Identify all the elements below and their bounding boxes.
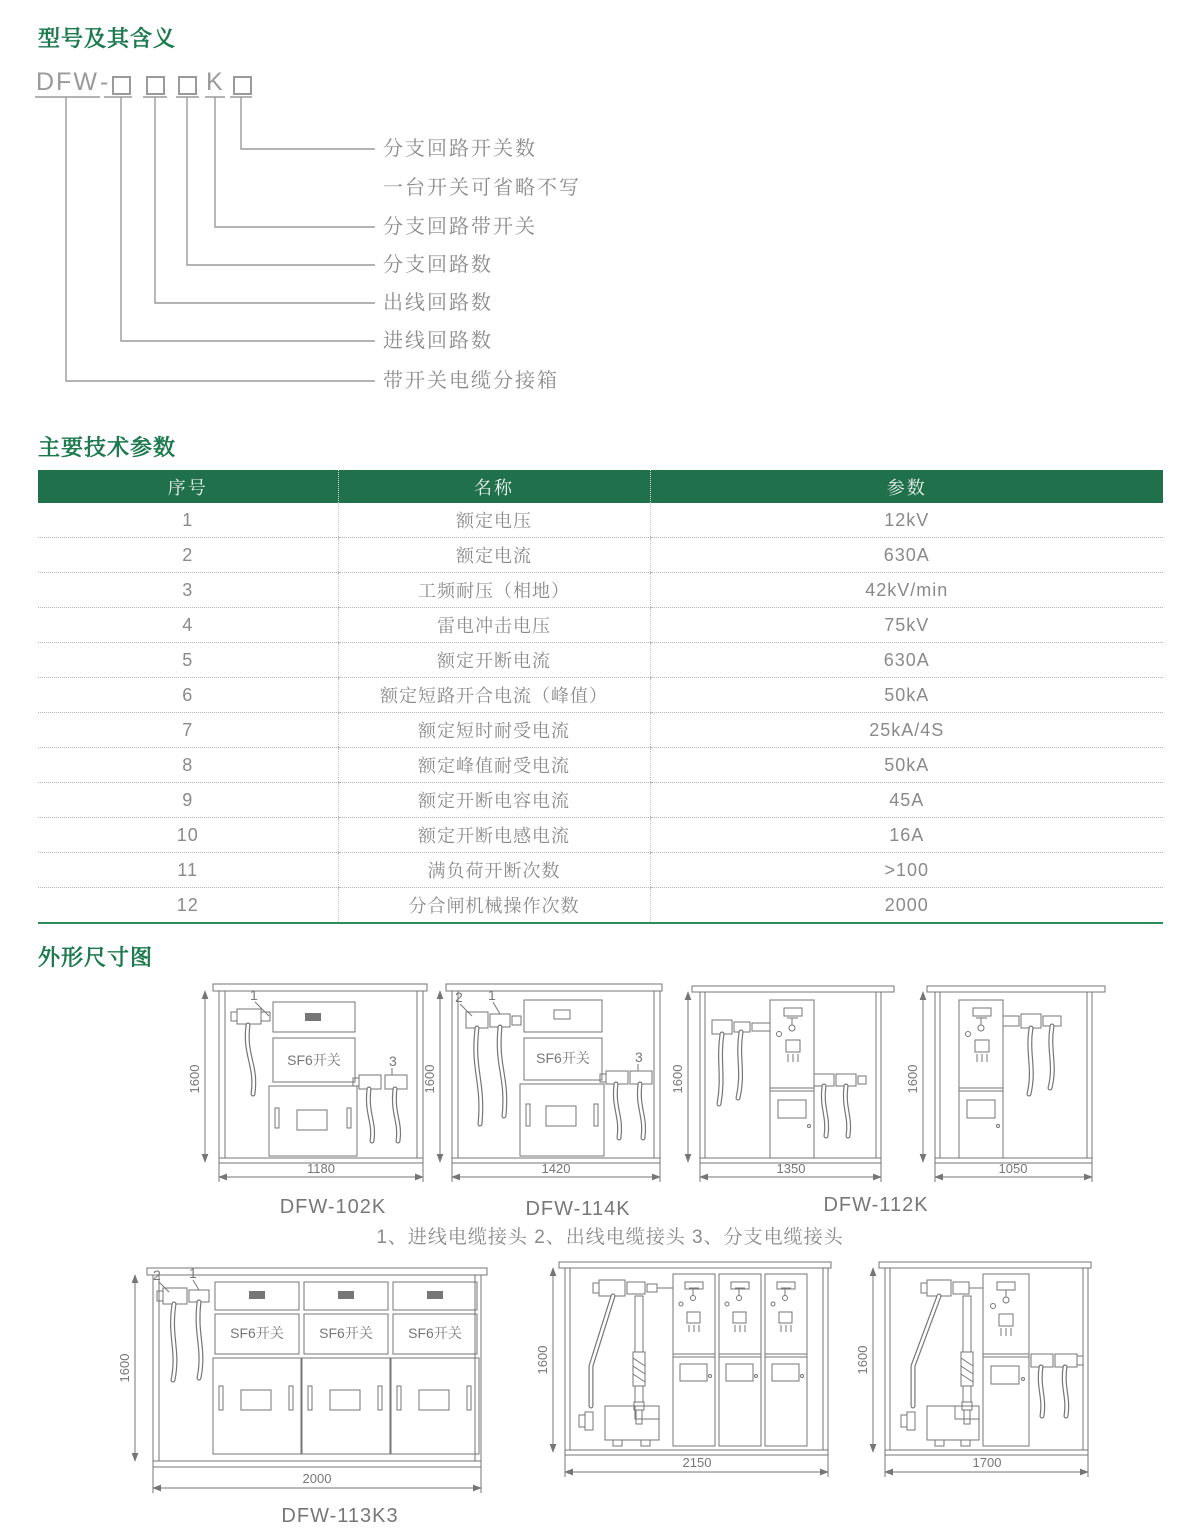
- callout-3: 3: [389, 1053, 397, 1069]
- cell-index: 8: [38, 748, 338, 783]
- table-row: [38, 678, 1163, 713]
- table-row: [38, 818, 1163, 853]
- table-row: [38, 538, 1163, 573]
- height-dim-text: 1600: [535, 1345, 550, 1375]
- model-label-incoming-count: 进线回路数: [383, 330, 493, 352]
- sf6-label: SF6开关: [319, 1325, 373, 1341]
- width-dim-text: 2000: [302, 1471, 332, 1486]
- width-dim-text: 1700: [972, 1455, 1002, 1470]
- model-label-branch-count: 分支回路数: [383, 254, 493, 276]
- dims-section-title: 外形尺寸图: [38, 945, 154, 970]
- sf6-label: SF6开关: [230, 1325, 284, 1341]
- table-row: [38, 888, 1163, 924]
- cell-name: 雷电冲击电压: [338, 608, 650, 643]
- width-dim-text: 1420: [541, 1161, 571, 1176]
- table-row: [38, 853, 1163, 888]
- height-dim-text: 1600: [117, 1353, 132, 1383]
- model-code-k: K: [206, 68, 225, 96]
- cell-value: 630A: [650, 538, 1163, 573]
- switch-column: [983, 1274, 1029, 1446]
- cell-index: 4: [38, 608, 338, 643]
- callout-1: 1: [488, 987, 496, 1003]
- cell-value: 25kA/4S: [650, 713, 1163, 748]
- cell-name: 工频耐压（相地）: [338, 573, 650, 608]
- drawing-1050-variant: [905, 976, 1113, 1194]
- switch-columns: [673, 1274, 807, 1446]
- callout-2: 2: [455, 989, 463, 1005]
- drawing-label-dfw-112k: DFW-112K: [823, 1194, 929, 1216]
- cell-name: 满负荷开断次数: [338, 853, 650, 888]
- cell-index: 1: [38, 503, 338, 538]
- cell-index: 6: [38, 678, 338, 713]
- cell-name: 额定峰值耐受电流: [338, 748, 650, 783]
- drawing-label-dfw-113k3: DFW-113K3: [281, 1505, 399, 1527]
- callout-1: 1: [189, 1265, 197, 1281]
- cell-name: 额定开断电感电流: [338, 818, 650, 853]
- width-dim-text: 1180: [307, 1161, 335, 1176]
- col-header-name: 名称: [338, 470, 650, 503]
- drawing-dfw-112k: [670, 976, 903, 1194]
- width-dim-text: 2150: [682, 1455, 712, 1470]
- table-row: [38, 713, 1163, 748]
- sf6-label: SF6开关: [536, 1050, 590, 1066]
- connector-legend-caption: 1、进线电缆接头 2、出线电缆接头 3、分支电缆接头: [376, 1227, 844, 1248]
- cell-value: >100: [650, 853, 1163, 888]
- table-row: [38, 503, 1163, 538]
- drawing-dfw-114k: [422, 976, 668, 1194]
- width-dim-text: 1050: [998, 1161, 1028, 1176]
- table-header-row: [38, 470, 1163, 503]
- model-label-box-name: 带开关电缆分接箱: [383, 370, 559, 392]
- cable-termination-assembly: [901, 1280, 983, 1446]
- cell-value: 630A: [650, 643, 1163, 678]
- cell-index: 12: [176, 894, 199, 915]
- cell-index: 3: [38, 573, 338, 608]
- table-row: [38, 783, 1163, 818]
- cell-index: 2: [38, 538, 338, 573]
- cell-index: 10: [38, 818, 338, 853]
- height-dim-text: 1600: [855, 1345, 870, 1375]
- table-row: [38, 573, 1163, 608]
- cell-name: 额定电流: [338, 538, 650, 573]
- callout-1: 1: [250, 987, 258, 1003]
- model-label-outgoing-count: 出线回路数: [383, 292, 493, 314]
- cell-name: 额定开断电流: [338, 643, 650, 678]
- height-dim-text: 1600: [905, 1064, 920, 1094]
- cell-value: 50kA: [650, 678, 1163, 713]
- params-section-title: 主要技术参数: [38, 435, 177, 460]
- height-dim-text: 1600: [422, 1064, 437, 1094]
- cell-value: 16A: [650, 818, 1163, 853]
- col-header-index: 序号: [38, 470, 338, 503]
- cable-termination-assembly: [579, 1280, 673, 1446]
- cell-value: 2000: [650, 888, 1163, 924]
- drawing-1700-variant: [855, 1254, 1103, 1504]
- cell-name: 额定短时耐受电流: [338, 713, 650, 748]
- cell-value: 45A: [650, 783, 1163, 818]
- model-leader-lines: [0, 0, 1200, 420]
- sf6-label: SF6开关: [287, 1052, 341, 1068]
- table-row: [38, 643, 1163, 678]
- callout-2: 2: [153, 1267, 161, 1283]
- cell-name: 分合闸机械操作次数: [338, 888, 650, 924]
- cell-value: 12kV: [650, 503, 1163, 538]
- cell-index: 7: [38, 713, 338, 748]
- cell-value: 75kV: [650, 608, 1163, 643]
- cell-name: 额定短路开合电流（峰值）: [338, 678, 650, 713]
- width-dim-text: 1350: [776, 1161, 806, 1176]
- height-dim-text: 1600: [670, 1064, 685, 1094]
- drawing-dfw-102k: [187, 976, 433, 1194]
- drawing-label-dfw-114k: DFW-114K: [525, 1198, 631, 1220]
- cell-index: 11: [38, 853, 338, 888]
- model-label-branch-switch-count: 分支回路开关数: [383, 138, 537, 160]
- model-section-title: 型号及其含义: [38, 26, 177, 51]
- drawing-label-dfw-102k: DFW-102K: [279, 1196, 387, 1218]
- model-label-single-switch-note: 一台开关可省略不写: [383, 177, 581, 199]
- sf6-label: SF6开关: [408, 1325, 462, 1341]
- cell-index: 5: [38, 643, 338, 678]
- model-code-prefix: DFW: [36, 68, 99, 96]
- model-code-dash: -: [100, 68, 111, 96]
- col-header-value: 参数: [650, 470, 1163, 503]
- cell-value: 42kV/min: [650, 573, 1163, 608]
- cell-name: 额定电压: [338, 503, 650, 538]
- cell-name: 额定开断电容电流: [338, 783, 650, 818]
- cell-value: 50kA: [650, 748, 1163, 783]
- height-dim-text: 1600: [187, 1064, 202, 1094]
- table-row: [38, 608, 1163, 643]
- drawing-2150-variant: [535, 1254, 843, 1504]
- drawing-dfw-113k3: [117, 1258, 503, 1503]
- model-label-branch-with-switch: 分支回路带开关: [383, 216, 537, 238]
- table-row: [38, 748, 1163, 783]
- parameters-table: [38, 470, 1163, 924]
- callout-3: 3: [635, 1049, 643, 1065]
- cell-index: 9: [38, 783, 338, 818]
